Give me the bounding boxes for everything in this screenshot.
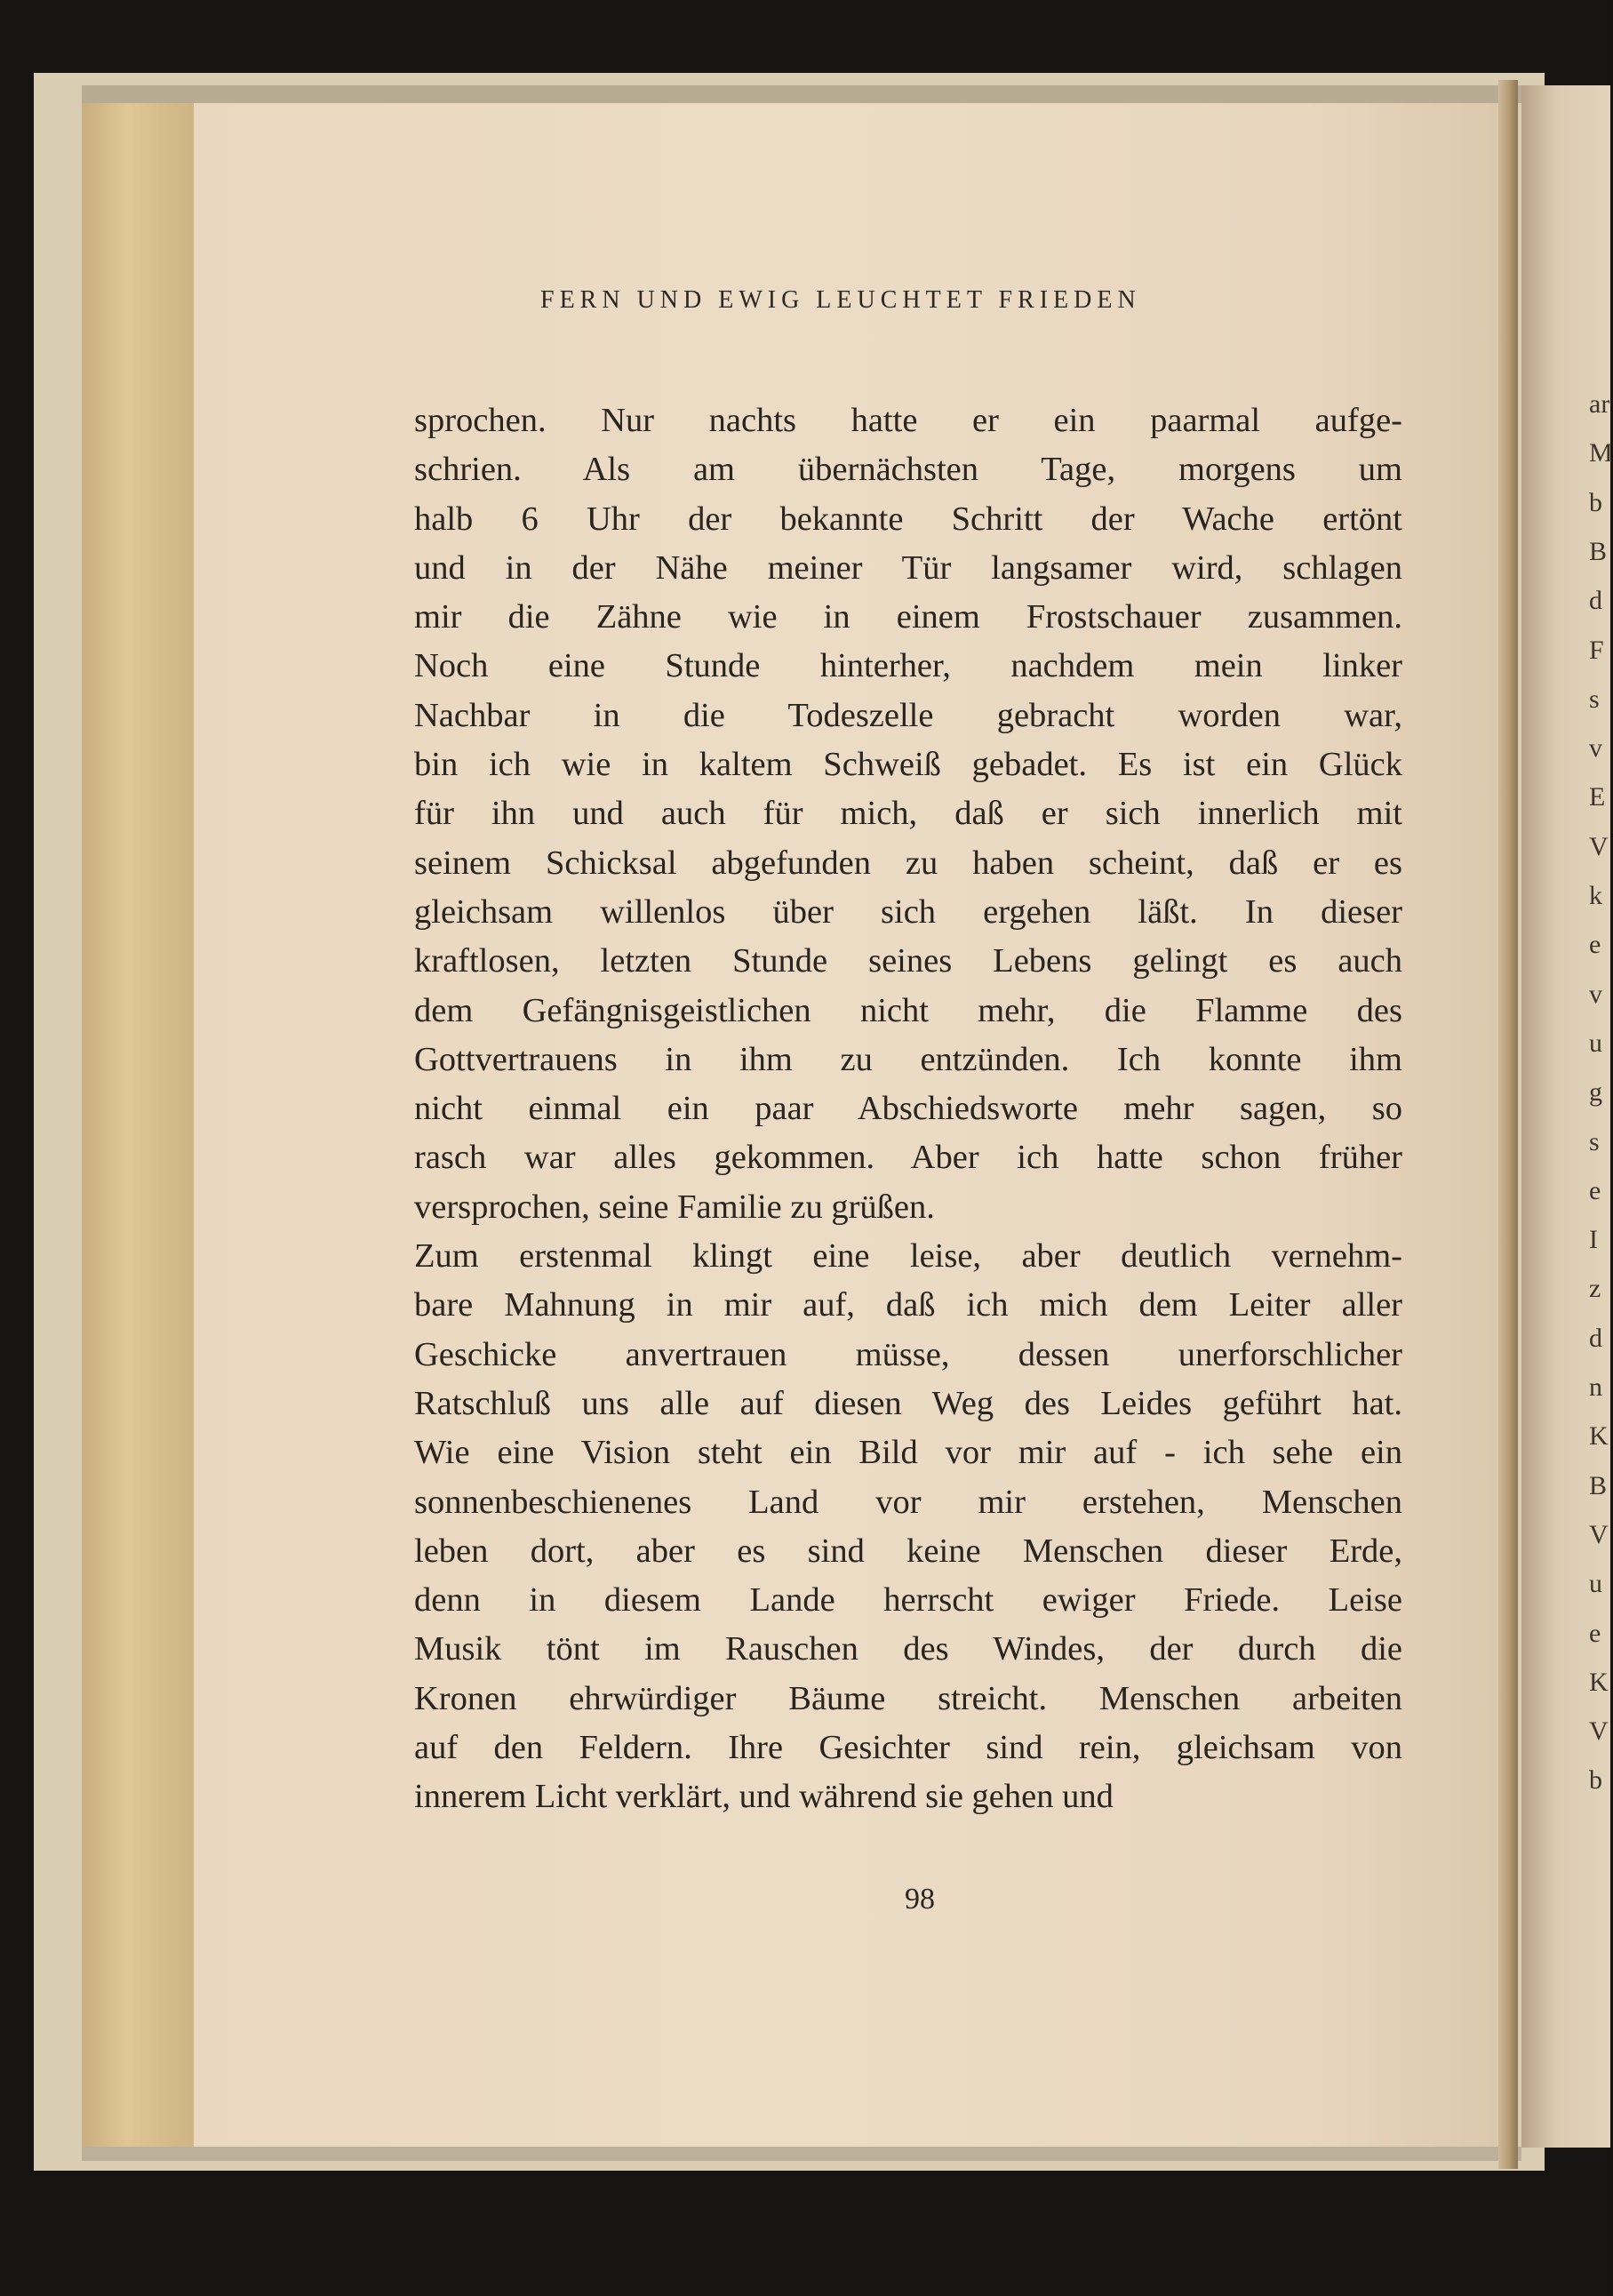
text-line: bin ich wie in kaltem Schweiß gebadet. Es ist ein Glück — [414, 746, 1402, 784]
text-line: Kronen ehrwürdiger Bäume streicht. Menschen arbeiten — [414, 1679, 1402, 1717]
text-line: innerem Licht verklärt, und während sie gehen und — [414, 1778, 1114, 1816]
page-bottom-edge — [82, 2147, 1521, 2161]
facing-text-fragment: M — [1589, 438, 1613, 468]
facing-text-fragment: v — [1589, 733, 1602, 764]
text-line: Noch eine Stunde hinterher, nachdem mein linker — [414, 647, 1402, 685]
text-line: Ratschluß uns alle auf diesen Weg des Leides geführt hat. — [414, 1384, 1402, 1422]
text-line: gleichsam willenlos über sich ergehen läßt. In dieser — [414, 892, 1402, 931]
facing-text-fragment: d — [1589, 1323, 1602, 1353]
facing-text-fragment: d — [1589, 586, 1602, 616]
facing-text-fragment: I — [1589, 1225, 1598, 1255]
text-line: Zum erstenmal klingt eine leise, aber deutlich vernehm- — [414, 1237, 1402, 1276]
body-text — [414, 396, 1402, 1822]
facing-text-fragment: E — [1589, 782, 1606, 812]
text-line: dem Gefängnisgeistlichen nicht mehr, die Flamme des — [414, 991, 1402, 1029]
facing-text-fragment: u — [1589, 1028, 1602, 1058]
text-line: seinem Schicksal abgefunden zu haben scheint, daß er es — [414, 844, 1402, 882]
facing-text-fragment: b — [1589, 487, 1602, 517]
facing-text-fragment: s — [1589, 684, 1600, 714]
page-block-edge — [82, 85, 196, 2156]
facing-text-fragment: s — [1589, 1126, 1600, 1156]
text-line: sprochen. Nur nachts hatte er ein paarmal aufge- — [414, 402, 1402, 439]
text-line: Gottvertrauens in ihm zu entzünden. Ich konnte ihm — [414, 1040, 1402, 1078]
page-number: 98 — [905, 1883, 935, 1916]
text-line: halb 6 Uhr der bekannte Schritt der Wache ertönt — [414, 500, 1402, 538]
facing-text-fragment: n — [1589, 1372, 1602, 1402]
text-line: für ihn und auch für mich, daß er sich innerlich mit — [414, 795, 1402, 833]
facing-text-fragment: u — [1589, 1569, 1602, 1599]
facing-text-fragment: V — [1589, 1519, 1609, 1549]
facing-text-fragment: e — [1589, 1175, 1601, 1205]
running-head: FERN UND EWIG LEUCHTET FRIEDEN — [540, 286, 1141, 314]
text-line: mir die Zähne wie in einem Frostschauer zusammen. — [414, 598, 1402, 636]
book-gutter — [1498, 80, 1518, 2169]
text-line: Musik tönt im Rauschen des Windes, der durch die — [414, 1630, 1402, 1668]
facing-text-fragment: F — [1589, 635, 1604, 665]
text-line: Nachbar in die Todeszelle gebracht worden war, — [414, 696, 1402, 734]
facing-text-fragment: b — [1589, 1765, 1602, 1796]
text-line: und in der Nähe meiner Tür langsamer wird, schlagen — [414, 548, 1402, 587]
facing-text-fragment: K — [1589, 1667, 1609, 1697]
facing-text-fragment: B — [1589, 536, 1608, 566]
page-top-edge — [82, 85, 1521, 103]
text-line: bare Mahnung in mir auf, daß ich mich dem Leiter aller — [414, 1286, 1402, 1324]
facing-text-fragment: K — [1589, 1421, 1609, 1452]
text-line: auf den Feldern. Ihre Gesichter sind rein, gleichsam von — [414, 1729, 1402, 1767]
text-line: nicht einmal ein paar Abschiedsworte mehr sagen, so — [414, 1090, 1402, 1128]
facing-text-fragment: ar — [1589, 389, 1610, 419]
text-line: versprochen, seine Familie zu grüßen. — [414, 1188, 935, 1226]
text-line: Wie eine Vision steht ein Bild vor mir auf - ich sehe ein — [414, 1434, 1402, 1472]
facing-text-fragment: B — [1589, 1470, 1608, 1500]
text-line: kraftlosen, letzten Stunde seines Lebens gelingt es auch — [414, 942, 1402, 980]
facing-text-fragment: e — [1589, 930, 1601, 960]
text-line: sonnenbeschienenes Land vor mir erstehen, Menschen — [414, 1483, 1402, 1521]
text-line: schrien. Als am übernächsten Tage, morgens um — [414, 451, 1402, 489]
text-line: Geschicke anvertrauen müsse, dessen unerforschlicher — [414, 1335, 1402, 1373]
text-line: leben dort, aber es sind keine Menschen dieser Erde, — [414, 1532, 1402, 1570]
facing-text-fragment: z — [1589, 1274, 1601, 1304]
facing-text-fragment: k — [1589, 881, 1602, 910]
facing-text-fragment: V — [1589, 831, 1609, 861]
text-line: rasch war alles gekommen. Aber ich hatte schon früher — [414, 1139, 1402, 1177]
facing-text-fragment: g — [1589, 1077, 1602, 1108]
text-line: denn in diesem Lande herrscht ewiger Friede. Leise — [414, 1581, 1402, 1620]
facing-text-fragment: v — [1589, 979, 1602, 1009]
facing-text-fragment: V — [1589, 1716, 1609, 1747]
facing-text-fragment: e — [1589, 1618, 1601, 1648]
